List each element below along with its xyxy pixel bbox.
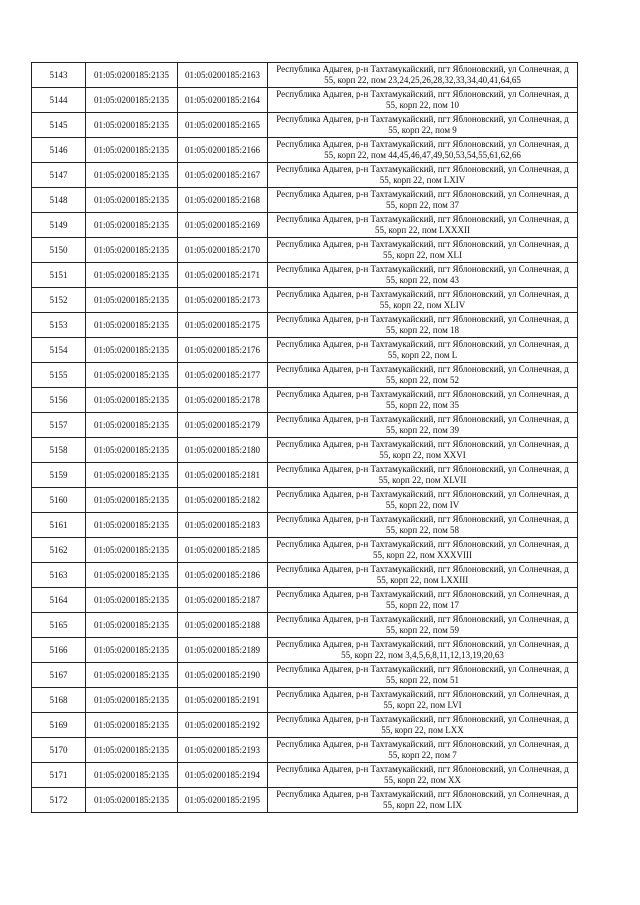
cadastral-number-cell: 01:05:0200185:2193 bbox=[178, 738, 268, 763]
table-row bbox=[32, 338, 578, 363]
row-number-cell: 5167 bbox=[32, 663, 86, 688]
table-row bbox=[32, 463, 578, 488]
cadastral-number-cell: 01:05:0200185:2194 bbox=[178, 763, 268, 788]
table-row bbox=[32, 613, 578, 638]
table-row bbox=[32, 688, 578, 713]
row-number-cell: 5160 bbox=[32, 488, 86, 513]
address-cell: Республика Адыгея, р-н Тахтамукайский, пгт Яблоновский, ул Солнечная, д 55, корп 22, пом 59 bbox=[268, 613, 578, 638]
row-number-cell: 5155 bbox=[32, 363, 86, 388]
row-number-cell: 5159 bbox=[32, 463, 86, 488]
parent-cadastral-number-cell: 01:05:0200185:2135 bbox=[86, 113, 178, 138]
registry-table-body bbox=[32, 63, 578, 813]
parent-cadastral-number-cell: 01:05:0200185:2135 bbox=[86, 513, 178, 538]
parent-cadastral-number-cell: 01:05:0200185:2135 bbox=[86, 313, 178, 338]
row-number-cell: 5143 bbox=[32, 63, 86, 88]
row-number-cell: 5166 bbox=[32, 638, 86, 663]
parent-cadastral-number-cell: 01:05:0200185:2135 bbox=[86, 488, 178, 513]
table-row bbox=[32, 188, 578, 213]
address-cell: Республика Адыгея, р-н Тахтамукайский, пгт Яблоновский, ул Солнечная, д 55, корп 22, пом 3,4,5,6,8,11,12,13,19,20,63 bbox=[268, 638, 578, 663]
address-cell: Республика Адыгея, р-н Тахтамукайский, пгт Яблоновский, ул Солнечная, д 55, корп 22, пом 44,45,46,47,49,50,53,54,55,61,62,66 bbox=[268, 138, 578, 163]
parent-cadastral-number-cell: 01:05:0200185:2135 bbox=[86, 263, 178, 288]
table-row bbox=[32, 638, 578, 663]
cadastral-number-cell: 01:05:0200185:2164 bbox=[178, 88, 268, 113]
cadastral-number-cell: 01:05:0200185:2169 bbox=[178, 213, 268, 238]
cadastral-number-cell: 01:05:0200185:2170 bbox=[178, 238, 268, 263]
cadastral-number-cell: 01:05:0200185:2165 bbox=[178, 113, 268, 138]
table-row bbox=[32, 513, 578, 538]
parent-cadastral-number-cell: 01:05:0200185:2135 bbox=[86, 538, 178, 563]
parent-cadastral-number-cell: 01:05:0200185:2135 bbox=[86, 88, 178, 113]
row-number-cell: 5165 bbox=[32, 613, 86, 638]
table-row bbox=[32, 538, 578, 563]
cadastral-number-cell: 01:05:0200185:2189 bbox=[178, 638, 268, 663]
row-number-cell: 5171 bbox=[32, 763, 86, 788]
table-row bbox=[32, 313, 578, 338]
cadastral-number-cell: 01:05:0200185:2181 bbox=[178, 463, 268, 488]
row-number-cell: 5157 bbox=[32, 413, 86, 438]
parent-cadastral-number-cell: 01:05:0200185:2135 bbox=[86, 613, 178, 638]
parent-cadastral-number-cell: 01:05:0200185:2135 bbox=[86, 588, 178, 613]
address-cell: Республика Адыгея, р-н Тахтамукайский, пгт Яблоновский, ул Солнечная, д 55, корп 22, пом 10 bbox=[268, 88, 578, 113]
table-row bbox=[32, 88, 578, 113]
cadastral-number-cell: 01:05:0200185:2177 bbox=[178, 363, 268, 388]
address-cell: Республика Адыгея, р-н Тахтамукайский, пгт Яблоновский, ул Солнечная, д 55, корп 22, пом XXVI bbox=[268, 438, 578, 463]
address-cell: Республика Адыгея, р-н Тахтамукайский, пгт Яблоновский, ул Солнечная, д 55, корп 22, пом LXXXII bbox=[268, 213, 578, 238]
address-cell: Республика Адыгея, р-н Тахтамукайский, пгт Яблоновский, ул Солнечная, д 55, корп 22, пом 23,24,25,26,28,32,33,34,40,41,64,65 bbox=[268, 63, 578, 88]
cadastral-number-cell: 01:05:0200185:2167 bbox=[178, 163, 268, 188]
cadastral-number-cell: 01:05:0200185:2195 bbox=[178, 788, 268, 813]
table-row bbox=[32, 288, 578, 313]
parent-cadastral-number-cell: 01:05:0200185:2135 bbox=[86, 388, 178, 413]
address-cell: Республика Адыгея, р-н Тахтамукайский, пгт Яблоновский, ул Солнечная, д 55, корп 22, пом LXXIII bbox=[268, 563, 578, 588]
parent-cadastral-number-cell: 01:05:0200185:2135 bbox=[86, 188, 178, 213]
address-cell: Республика Адыгея, р-н Тахтамукайский, пгт Яблоновский, ул Солнечная, д 55, корп 22, пом XLIV bbox=[268, 288, 578, 313]
table-row bbox=[32, 738, 578, 763]
row-number-cell: 5163 bbox=[32, 563, 86, 588]
parent-cadastral-number-cell: 01:05:0200185:2135 bbox=[86, 713, 178, 738]
cadastral-number-cell: 01:05:0200185:2163 bbox=[178, 63, 268, 88]
parent-cadastral-number-cell: 01:05:0200185:2135 bbox=[86, 338, 178, 363]
address-cell: Республика Адыгея, р-н Тахтамукайский, пгт Яблоновский, ул Солнечная, д 55, корп 22, пом LXX bbox=[268, 713, 578, 738]
address-cell: Республика Адыгея, р-н Тахтамукайский, пгт Яблоновский, ул Солнечная, д 55, корп 22, пом LXIV bbox=[268, 163, 578, 188]
cadastral-number-cell: 01:05:0200185:2191 bbox=[178, 688, 268, 713]
parent-cadastral-number-cell: 01:05:0200185:2135 bbox=[86, 413, 178, 438]
address-cell: Республика Адыгея, р-н Тахтамукайский, пгт Яблоновский, ул Солнечная, д 55, корп 22, пом 43 bbox=[268, 263, 578, 288]
address-cell: Республика Адыгея, р-н Тахтамукайский, пгт Яблоновский, ул Солнечная, д 55, корп 22, пом LIX bbox=[268, 788, 578, 813]
row-number-cell: 5168 bbox=[32, 688, 86, 713]
parent-cadastral-number-cell: 01:05:0200185:2135 bbox=[86, 563, 178, 588]
row-number-cell: 5144 bbox=[32, 88, 86, 113]
cadastral-number-cell: 01:05:0200185:2182 bbox=[178, 488, 268, 513]
table-row bbox=[32, 138, 578, 163]
table-row bbox=[32, 788, 578, 813]
table-row bbox=[32, 763, 578, 788]
parent-cadastral-number-cell: 01:05:0200185:2135 bbox=[86, 438, 178, 463]
cadastral-number-cell: 01:05:0200185:2180 bbox=[178, 438, 268, 463]
row-number-cell: 5148 bbox=[32, 188, 86, 213]
parent-cadastral-number-cell: 01:05:0200185:2135 bbox=[86, 763, 178, 788]
address-cell: Республика Адыгея, р-н Тахтамукайский, пгт Яблоновский, ул Солнечная, д 55, корп 22, пом LVI bbox=[268, 688, 578, 713]
row-number-cell: 5164 bbox=[32, 588, 86, 613]
address-cell: Республика Адыгея, р-н Тахтамукайский, пгт Яблоновский, ул Солнечная, д 55, корп 22, пом 35 bbox=[268, 388, 578, 413]
address-cell: Республика Адыгея, р-н Тахтамукайский, пгт Яблоновский, ул Солнечная, д 55, корп 22, пом 9 bbox=[268, 113, 578, 138]
address-cell: Республика Адыгея, р-н Тахтамукайский, пгт Яблоновский, ул Солнечная, д 55, корп 22, пом 18 bbox=[268, 313, 578, 338]
table-row bbox=[32, 163, 578, 188]
address-cell: Республика Адыгея, р-н Тахтамукайский, пгт Яблоновский, ул Солнечная, д 55, корп 22, пом L bbox=[268, 338, 578, 363]
table-row bbox=[32, 113, 578, 138]
row-number-cell: 5145 bbox=[32, 113, 86, 138]
parent-cadastral-number-cell: 01:05:0200185:2135 bbox=[86, 688, 178, 713]
row-number-cell: 5162 bbox=[32, 538, 86, 563]
parent-cadastral-number-cell: 01:05:0200185:2135 bbox=[86, 213, 178, 238]
table-row bbox=[32, 63, 578, 88]
cadastral-number-cell: 01:05:0200185:2185 bbox=[178, 538, 268, 563]
parent-cadastral-number-cell: 01:05:0200185:2135 bbox=[86, 463, 178, 488]
row-number-cell: 5156 bbox=[32, 388, 86, 413]
row-number-cell: 5149 bbox=[32, 213, 86, 238]
cadastral-number-cell: 01:05:0200185:2173 bbox=[178, 288, 268, 313]
table-row bbox=[32, 713, 578, 738]
row-number-cell: 5146 bbox=[32, 138, 86, 163]
table-row bbox=[32, 263, 578, 288]
cadastral-number-cell: 01:05:0200185:2183 bbox=[178, 513, 268, 538]
cadastral-number-cell: 01:05:0200185:2179 bbox=[178, 413, 268, 438]
row-number-cell: 5154 bbox=[32, 338, 86, 363]
table-row bbox=[32, 213, 578, 238]
address-cell: Республика Адыгея, р-н Тахтамукайский, пгт Яблоновский, ул Солнечная, д 55, корп 22, пом XX bbox=[268, 763, 578, 788]
address-cell: Республика Адыгея, р-н Тахтамукайский, пгт Яблоновский, ул Солнечная, д 55, корп 22, пом XXXVIII bbox=[268, 538, 578, 563]
table-row bbox=[32, 588, 578, 613]
address-cell: Республика Адыгея, р-н Тахтамукайский, пгт Яблоновский, ул Солнечная, д 55, корп 22, пом 52 bbox=[268, 363, 578, 388]
address-cell: Республика Адыгея, р-н Тахтамукайский, пгт Яблоновский, ул Солнечная, д 55, корп 22, пом 37 bbox=[268, 188, 578, 213]
address-cell: Республика Адыгея, р-н Тахтамукайский, пгт Яблоновский, ул Солнечная, д 55, корп 22, пом 17 bbox=[268, 588, 578, 613]
table-row bbox=[32, 413, 578, 438]
cadastral-number-cell: 01:05:0200185:2190 bbox=[178, 663, 268, 688]
address-cell: Республика Адыгея, р-н Тахтамукайский, пгт Яблоновский, ул Солнечная, д 55, корп 22, пом 7 bbox=[268, 738, 578, 763]
row-number-cell: 5153 bbox=[32, 313, 86, 338]
row-number-cell: 5161 bbox=[32, 513, 86, 538]
row-number-cell: 5152 bbox=[32, 288, 86, 313]
address-cell: Республика Адыгея, р-н Тахтамукайский, пгт Яблоновский, ул Солнечная, д 55, корп 22, пом 51 bbox=[268, 663, 578, 688]
address-cell: Республика Адыгея, р-н Тахтамукайский, пгт Яблоновский, ул Солнечная, д 55, корп 22, пом IV bbox=[268, 488, 578, 513]
parent-cadastral-number-cell: 01:05:0200185:2135 bbox=[86, 638, 178, 663]
cadastral-number-cell: 01:05:0200185:2175 bbox=[178, 313, 268, 338]
address-cell: Республика Адыгея, р-н Тахтамукайский, пгт Яблоновский, ул Солнечная, д 55, корп 22, пом XLVII bbox=[268, 463, 578, 488]
parent-cadastral-number-cell: 01:05:0200185:2135 bbox=[86, 738, 178, 763]
table-row bbox=[32, 363, 578, 388]
row-number-cell: 5147 bbox=[32, 163, 86, 188]
cadastral-number-cell: 01:05:0200185:2192 bbox=[178, 713, 268, 738]
parent-cadastral-number-cell: 01:05:0200185:2135 bbox=[86, 663, 178, 688]
row-number-cell: 5150 bbox=[32, 238, 86, 263]
cadastral-number-cell: 01:05:0200185:2188 bbox=[178, 613, 268, 638]
address-cell: Республика Адыгея, р-н Тахтамукайский, пгт Яблоновский, ул Солнечная, д 55, корп 22, пом XLI bbox=[268, 238, 578, 263]
cadastral-number-cell: 01:05:0200185:2187 bbox=[178, 588, 268, 613]
table-row bbox=[32, 388, 578, 413]
table-row bbox=[32, 238, 578, 263]
table-row bbox=[32, 488, 578, 513]
cadastral-number-cell: 01:05:0200185:2166 bbox=[178, 138, 268, 163]
address-cell: Республика Адыгея, р-н Тахтамукайский, пгт Яблоновский, ул Солнечная, д 55, корп 22, пом 58 bbox=[268, 513, 578, 538]
cadastral-number-cell: 01:05:0200185:2186 bbox=[178, 563, 268, 588]
cadastral-number-cell: 01:05:0200185:2178 bbox=[178, 388, 268, 413]
row-number-cell: 5169 bbox=[32, 713, 86, 738]
cadastral-number-cell: 01:05:0200185:2168 bbox=[178, 188, 268, 213]
parent-cadastral-number-cell: 01:05:0200185:2135 bbox=[86, 138, 178, 163]
parent-cadastral-number-cell: 01:05:0200185:2135 bbox=[86, 63, 178, 88]
cadastral-number-cell: 01:05:0200185:2171 bbox=[178, 263, 268, 288]
table-row bbox=[32, 563, 578, 588]
row-number-cell: 5151 bbox=[32, 263, 86, 288]
cadastral-registry-table bbox=[31, 62, 578, 813]
row-number-cell: 5170 bbox=[32, 738, 86, 763]
parent-cadastral-number-cell: 01:05:0200185:2135 bbox=[86, 288, 178, 313]
parent-cadastral-number-cell: 01:05:0200185:2135 bbox=[86, 163, 178, 188]
table-row bbox=[32, 663, 578, 688]
cadastral-number-cell: 01:05:0200185:2176 bbox=[178, 338, 268, 363]
row-number-cell: 5172 bbox=[32, 788, 86, 813]
row-number-cell: 5158 bbox=[32, 438, 86, 463]
parent-cadastral-number-cell: 01:05:0200185:2135 bbox=[86, 238, 178, 263]
parent-cadastral-number-cell: 01:05:0200185:2135 bbox=[86, 363, 178, 388]
address-cell: Республика Адыгея, р-н Тахтамукайский, пгт Яблоновский, ул Солнечная, д 55, корп 22, пом 39 bbox=[268, 413, 578, 438]
table-row bbox=[32, 438, 578, 463]
parent-cadastral-number-cell: 01:05:0200185:2135 bbox=[86, 788, 178, 813]
